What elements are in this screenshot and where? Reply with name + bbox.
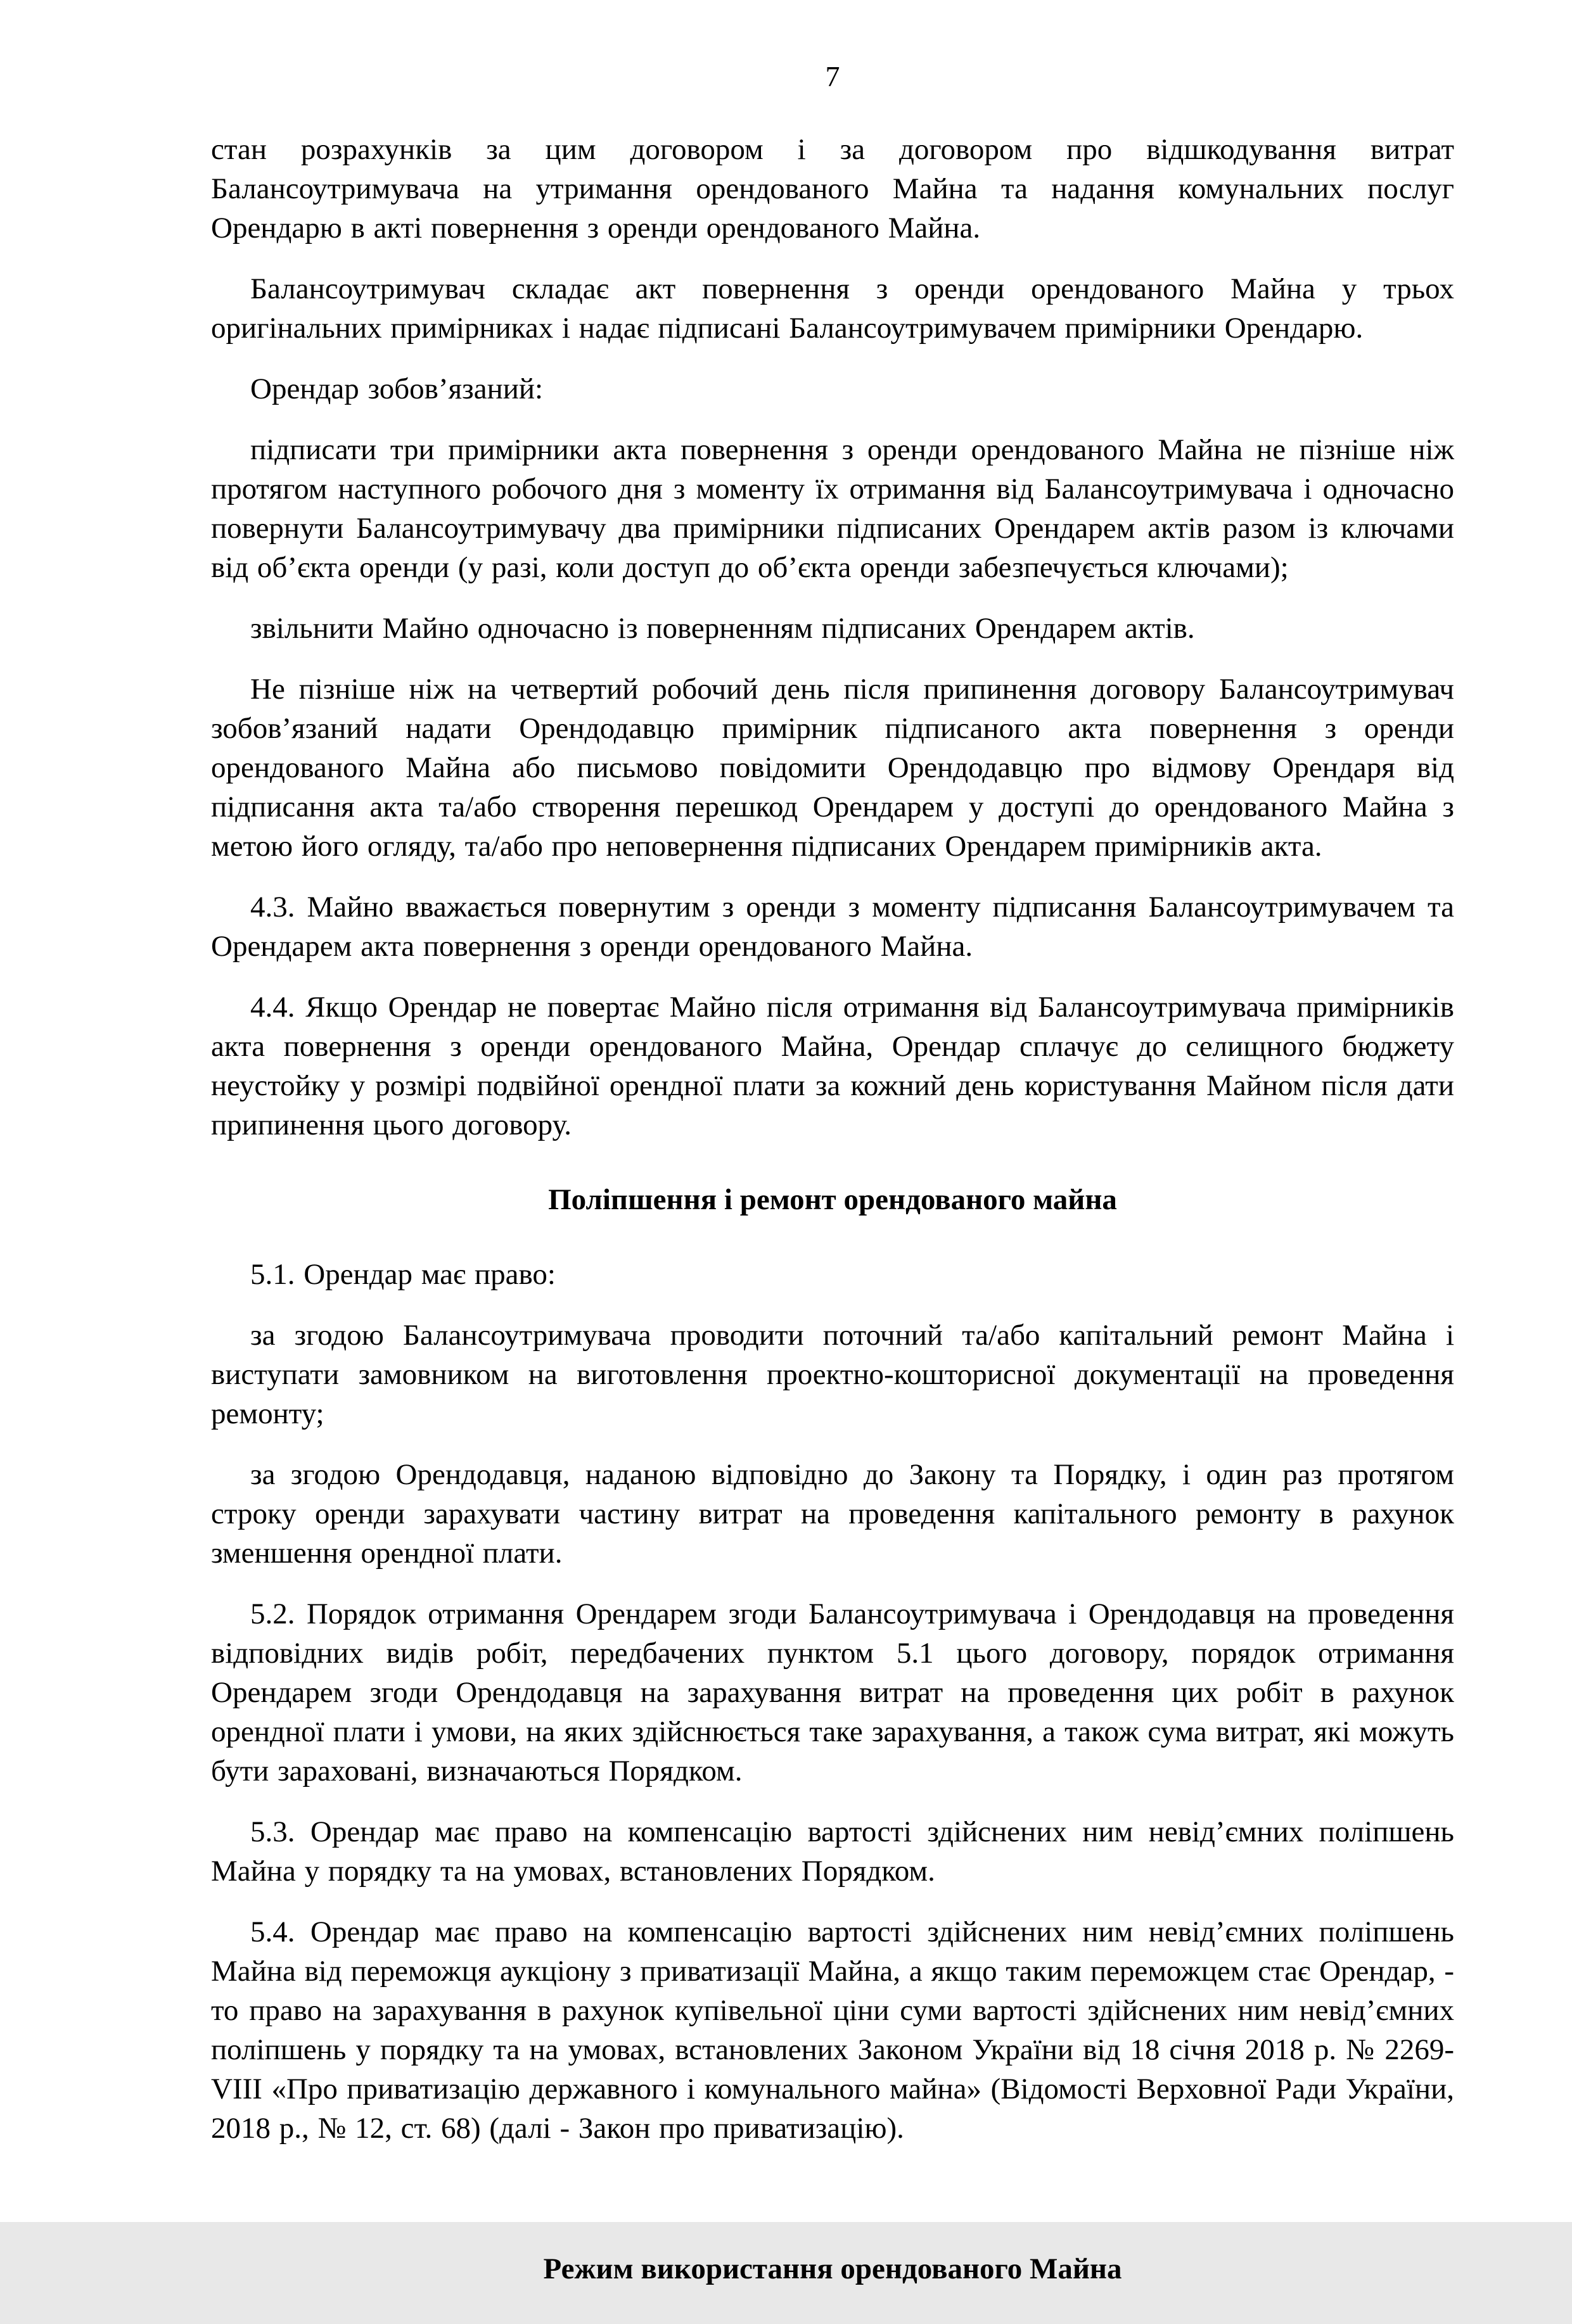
para-settlement-status-continuation: стан розрахунків за цим договором і за договором про відшкодування витрат Балансоутримувача на утримання орендованого Майна та надання комунальних послуг Орендарю в акті повернення з оренди орендованого Майна. <box>211 132 1454 244</box>
para-clause-5-1: 5.1. Орендар має право: <box>250 1257 556 1291</box>
page-content <box>211 61 1454 2324</box>
para-clause-4-4: 4.4. Якщо Орендар не повертає Майно після отримання від Балансоутримувача примірників акта повернення з оренди орендованого Майна, Орендар сплачує до селищного бюджету неустойку у розмірі подвійної орендної плати за кожний день користування Майном після дати припинення цього договору. <box>211 990 1454 1141</box>
para-clause-4-3: 4.3. Майно вважається повернутим з оренди з моменту підписання Балансоутримувачем та Орендарем акта повернення з оренди орендованого Майна. <box>211 890 1454 963</box>
para-clause-5-2: 5.2. Порядок отримання Орендарем згоди Балансоутримувача і Орендодавця на проведення відповідних видів робіт, передбачених пунктом 5.1 цього договору, порядок отримання Орендарем згоди Орендодавця на зарахування витрат на проведення цих робіт в рахунок орендної плати і умови, на яких здійснюється таке зарахування, а також сума витрат, які можуть бути зараховані, визначаються Порядком. <box>211 1597 1454 1787</box>
para-vacate-property: звільнити Майно одночасно із поверненням підписаних Орендарем актів. <box>250 611 1195 645</box>
para-tenant-obliged: Орендар зобов’язаний: <box>250 372 544 405</box>
para-consent-landlord-offset: за згодою Орендодавця, наданою відповідно до Закону та Порядку, і один раз протягом строку оренди зарахувати частину витрат на проведення капітального ремонту в рахунок зменшення орендної плати. <box>211 1457 1454 1570</box>
para-sign-three-copies: підписати три примірники акта повернення з оренди орендованого Майна не пізніше ніж протягом наступного робочого дня з моменту їх отримання від Балансоутримувача і одночасно повернути Балансоутримувачу два примірники підписаних Орендарем актів разом із ключами від об’єкта оренди (у разі, коли доступ до об’єкта оренди забезпечується ключами); <box>211 433 1454 584</box>
page-number: 7 <box>825 60 840 92</box>
para-clause-5-3: 5.3. Орендар має право на компенсацію вартості здійснених ним невід’ємних поліпшень Майна у порядку та на умовах, встановлених Порядком. <box>211 1815 1454 1888</box>
para-no-later-fourth-day: Не пізніше ніж на четвертий робочий день після припинення договору Балансоутримувач зобов’язаний надати Орендодавцю примірник підписаного акта повернення з оренди орендованого Майна або письмово повідомити Орендодавцю про відмову Орендаря від підписання акта та/або створення перешкод Орендарем у доступі до орендованого Майна з метою його огляду, та/або про неповернення підписаних Орендарем примірників акта. <box>211 672 1454 863</box>
section-heading-usage-regime: Режим використання орендованого Майна <box>543 2252 1122 2285</box>
para-clause-5-4: 5.4. Орендар має право на компенсацію вартості здійснених ним невід’ємних поліпшень Майна від переможця аукціону з приватизації Майна, а якщо таким переможцем стає Орендар, - то право на зарахування в рахунок купівельної ціни суми вартості здійснених ним невід’ємних поліпшень у порядку та на умовах, встановлених Законом України від 18 січня 2018 р. № 2269-VIII «Про приватизацію державного і комунального майна» (Відомості Верховної Ради України, 2018 р., № 12, ст. 68) (далі - Закон про приватизацію). <box>211 1915 1454 2145</box>
section-heading-improvements-repair: Поліпшення і ремонт орендованого майна <box>548 1183 1117 1216</box>
para-consent-balance-holder-repair: за згодою Балансоутримувача проводити поточний та/або капітальний ремонт Майна і виступати замовником на виготовлення проектно-кошторисної документації на проведення ремонту; <box>211 1318 1454 1430</box>
para-balance-holder-prepares-act: Балансоутримувач складає акт повернення з оренди орендованого Майна у трьох оригінальних примірниках і надає підписані Балансоутримувачем примірники Орендарю. <box>211 272 1454 345</box>
